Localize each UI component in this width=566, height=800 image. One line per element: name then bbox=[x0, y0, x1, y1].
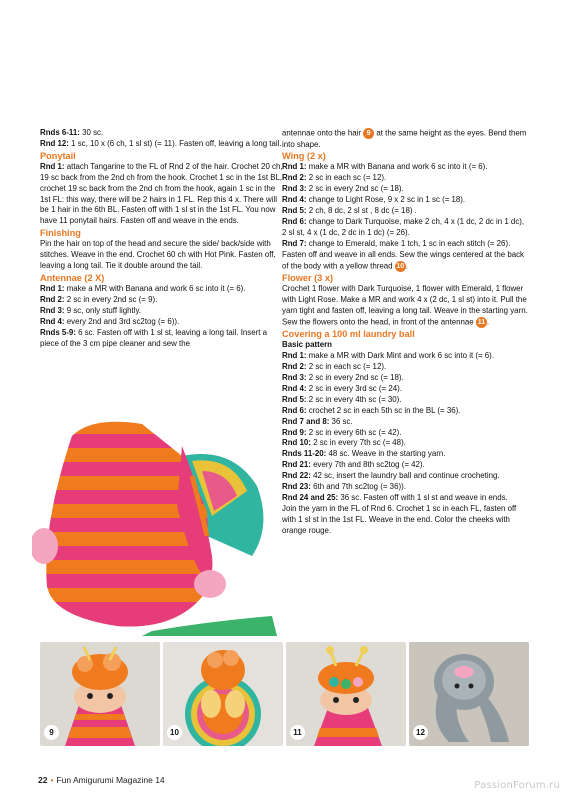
instruction-line: Rnd 3: 9 sc, only stuff lightly. bbox=[40, 305, 142, 315]
instruction-line: Rnd 3: 2 sc in every 2nd sc (= 18). bbox=[282, 184, 404, 194]
subheading-basic-pattern: Basic pattern bbox=[282, 340, 332, 350]
instruction-line: Rnd 1: make a MR with Banana and work 6 sc into it (= 6). bbox=[282, 162, 488, 172]
instruction-line: Rnd 5: 2 sc in every 4th sc (= 30). bbox=[282, 394, 402, 404]
right-column bbox=[282, 128, 528, 537]
section-heading-covering: Covering a 100 ml laundry ball bbox=[282, 329, 415, 340]
instruction-line: Rnd 1: make a MR with Dark Mint and work 6 sc into it (= 6). bbox=[282, 351, 495, 361]
instruction-line: Rnd 4: change to Light Rose, 9 x 2 sc in 1 sc (= 18). bbox=[282, 195, 466, 205]
thumbnail-photo-9 bbox=[40, 642, 160, 746]
instruction-line: Rnd 21: every 7th and 8th sc2tog (= 42). bbox=[282, 460, 425, 470]
instruction-line: Rnd 12: 1 sc, 10 x (6 ch, 1 sl st) (= 11). Fasten off, leaving a long tail. bbox=[40, 138, 282, 148]
section-heading-wing: Wing (2 x) bbox=[282, 151, 326, 162]
instruction-line: Rnd 7: change to Emerald, make 1 tch, 1 sc in each stitch (= 26). bbox=[282, 238, 511, 248]
page-number: 22 bbox=[38, 775, 48, 785]
instruction-line: Rnd 2: 2 sc in every 2nd sc (= 9). bbox=[40, 294, 158, 304]
antennae-continued: antennae onto the hair 9 at the same height as the eyes. Bend them into shape. bbox=[282, 128, 527, 149]
section-heading-finishing: Finishing bbox=[40, 228, 81, 239]
photo-number-badge: 9 bbox=[44, 725, 59, 740]
instruction-line: Rnd 24 and 25: 36 sc. Fasten off with 1 sl st and weave in ends. bbox=[282, 492, 508, 502]
instruction-line: Rnd 1: make a MR with Banana and work 6 sc into it (= 6). bbox=[40, 283, 246, 293]
instruction-line: Rnd 2: 2 sc in each sc (= 12). bbox=[282, 362, 387, 372]
left-column bbox=[40, 128, 286, 349]
thumbnail-photo-11 bbox=[286, 642, 406, 746]
section-heading-ponytail: Ponytail bbox=[40, 150, 76, 161]
instruction-line: Rnd 2: 2 sc in each sc (= 12). bbox=[282, 173, 387, 183]
instruction-line: Rnd 5: 2 ch, 8 dc, 2 sl st , 8 dc (= 18) . bbox=[282, 206, 417, 216]
instruction-line: Rnd 10: 2 sc in every 7th sc (= 48). bbox=[282, 438, 406, 448]
photo-number-badge: 12 bbox=[413, 725, 428, 740]
instruction-line: Rnd 1: attach Tangarine to the FL of Rnd 2 of the hair. Crochet 20 ch, 19 sc back from the 2nd ch from the hook. Crochet 1 sc in the 1st BL, crochet 19 sc back from the 2nd ch from the hook, again 1 sc in the 1st FL: this way, there will be 2 hairs in 1 FL. Rep this 4 x. There will be 1 hair in the 6th BL. Fasten off with 1 sl st in the 1st FL. You now have 11 ponytail hairs. Fasten off and weave in the ends. bbox=[40, 161, 283, 226]
instruction-line: Rnd 6: crochet 2 sc in each 5th sc in the BL (= 36). bbox=[282, 405, 461, 415]
magazine-title: Fun Amigurumi Magazine 14 bbox=[56, 775, 165, 785]
instruction-line: Rnds 6-11: 30 sc. bbox=[40, 128, 104, 137]
photo-number-badge: 11 bbox=[290, 725, 305, 740]
footer-bullet: • bbox=[50, 775, 54, 785]
photo-ref-badge: 10 bbox=[396, 262, 405, 270]
flower-text: Crochet 1 flower with Dark Turquoise, 1 flower with Emerald, 1 flower with Light Rose. Make a MR and work 4 x (2 dc, 1 sl st) into it. Pull the yarn tight and fasten off, leaving a long tail. Weave in the starting yarn. Sew the flowers onto the head, in front of the antennae 11 . bbox=[282, 284, 528, 327]
instruction-line: Rnd 3: 2 sc in every 2nd sc (= 18). bbox=[282, 373, 404, 382]
instruction-line: Rnd 6: change to Dark Turquoise, make 2 ch, 4 x (1 dc, 2 dc in 1 dc), 2 sl st, 4 x (1 dc, 2 dc in 1 dc) (= 26). bbox=[282, 216, 525, 237]
instruction-line: Rnd 4: 2 sc in every 3rd sc (= 24). bbox=[282, 383, 402, 393]
finishing-text: Pin the hair on top of the head and secure the side/ back/side with stitches. Weave in the end. Crochet 60 ch with Hot Pink. Fasten off, leaving a long tail. Tie it double around the tail. bbox=[40, 239, 276, 271]
thumbnail-photo-12 bbox=[409, 642, 529, 746]
covering-finishing: Join the yarn in the FL of Rnd 6. Crochet 1 sc in each FL, fasten off with 1 sl st in the 1st FL. Weave in the end. Color the cheeks with orange rouge. bbox=[282, 503, 517, 535]
photo-number-badge: 10 bbox=[167, 725, 182, 740]
photo-ref-badge: 9 bbox=[363, 128, 374, 139]
instruction-line: Rnd 23: 6th and 7th sc2tog (= 36)). bbox=[282, 482, 406, 492]
section-heading-flower: Flower (3 x) bbox=[282, 273, 334, 284]
instruction-line: Rnd 22: 42 sc, insert the laundry ball and continue crocheting. bbox=[282, 471, 500, 481]
instruction-line: Rnd 4: every 2nd and 3rd sc2tog (= 6)). bbox=[40, 316, 180, 326]
instruction-line: Rnd 7 and 8: 36 sc. bbox=[282, 416, 353, 426]
section-heading-antennae: Antennae (2 X) bbox=[40, 272, 105, 283]
watermark: PassionForum.ru bbox=[474, 780, 560, 791]
photo-ref-badge: 11 bbox=[477, 318, 486, 326]
page-footer bbox=[38, 775, 165, 785]
thumbnail-photo-10 bbox=[163, 642, 283, 746]
instruction-line: Rnds 11-20: 48 sc. Weave in the starting yarn. bbox=[282, 449, 446, 459]
instruction-line: Rnds 5-9: 6 sc. Fasten off with 1 sl st, leaving a long tail. Insert a piece of the 3 cm pipe cleaner and sew the bbox=[40, 327, 268, 348]
crochet-body-photo bbox=[32, 416, 277, 636]
instruction-line: Rnd 9: 2 sc in every 6th sc (= 42). bbox=[282, 427, 402, 437]
wing-finishing: Fasten off and weave in all ends. Sew the wings centered at the back of the body with a yellow thread 10 . bbox=[282, 249, 524, 271]
